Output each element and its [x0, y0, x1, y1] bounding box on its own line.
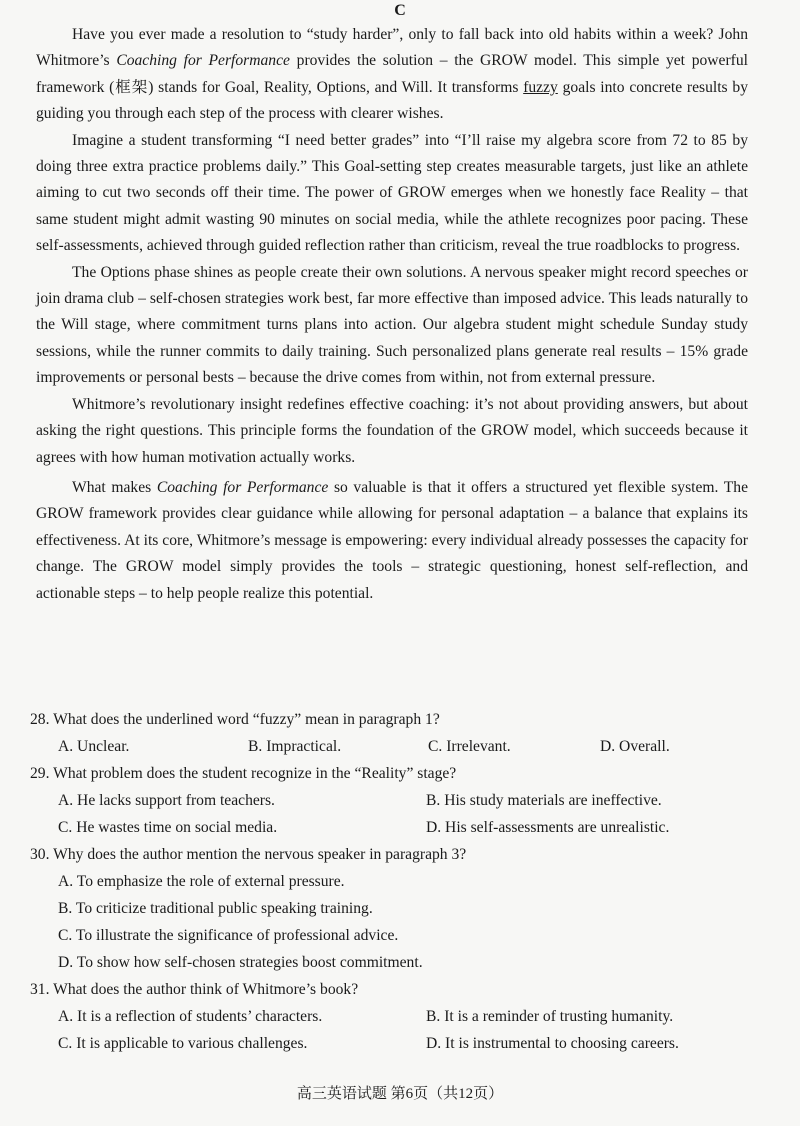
paragraph-5: [36, 475, 748, 607]
option-a[interactable]: A. Unclear.: [58, 738, 130, 755]
question-stem: 31. What does the author think of Whitmore’s book?: [30, 981, 359, 998]
book-title: Coaching for Performance: [116, 52, 290, 70]
option-a[interactable]: A. To emphasize the role of external pressure.: [58, 873, 345, 890]
option-c[interactable]: C. Irrelevant.: [428, 738, 511, 755]
question-stem: 30. Why does the author mention the nervous speaker in paragraph 3?: [30, 846, 467, 863]
option-c[interactable]: C. He wastes time on social media.: [58, 819, 278, 836]
question-list: [30, 706, 750, 1057]
answer-options: [30, 868, 750, 976]
page-footer: 高三英语试题 第6页（共12页）: [296, 1086, 504, 1102]
reading-passage: [36, 22, 748, 607]
answer-options: [30, 787, 750, 841]
option-b[interactable]: B. His study materials are ineffective.: [426, 792, 662, 809]
option-c[interactable]: C. To illustrate the significance of professional advice.: [58, 927, 399, 944]
question-31: [30, 976, 750, 1057]
paragraph-5-text-a: What makes: [72, 478, 157, 496]
paragraph-5-text-b: so valuable is that it offers a structured yet flexible system. The GROW framework provides clear guidance while allowing for personal adaptation – a balance that explains its effectiveness. At its core, Whitmore’s message is empowering: every individual already possesses the capacity for change. The GROW model simply provides the tools – strategic questioning, honest self-reflection, and actionable steps – to help people realize this potential.: [36, 478, 749, 602]
option-b[interactable]: B. To criticize traditional public speaking training.: [58, 900, 373, 917]
option-d[interactable]: D. It is instrumental to choosing careers.: [426, 1035, 679, 1052]
paragraph-1-text-a: Have you ever made a resolution to “study harder”, only to fall back into old habits within a week? John Whitmore’s: [36, 26, 748, 70]
question-30: [30, 841, 750, 976]
option-b[interactable]: B. Impractical.: [248, 738, 342, 755]
paragraph-3: The Options phase shines as people create their own solutions. A nervous speaker might record speeches or join drama club – self-chosen strategies work best, far more effective than imposed advice. This leads naturally to the Will stage, where commitment turns plans into action. Our algebra student might schedule Sunday study sessions, while the runner commits to daily training. Such personalized plans generate real results – 15% grade improvements or personal bests – because the drive comes from within, not from external pressure.: [36, 263, 748, 387]
question-28: [30, 706, 750, 760]
question-stem: 28. What does the underlined word “fuzzy” mean in paragraph 1?: [30, 711, 440, 728]
paragraph-1-text-b: provides the solution – the GROW model. This simple yet powerful framework (框架) stands for Goal, Reality, Options, and Will. It transforms: [36, 52, 748, 96]
paragraph-1: [36, 22, 748, 128]
paragraph-2: Imagine a student transforming “I need better grades” into “I’ll raise my algebra score from 72 to 85 by doing three extra practice problems daily.” This Goal-setting step creates measurable targets, just like an athlete aiming to cut two seconds off their time. The power of GROW emerges when we honestly face Reality – that same student might admit wasting 90 minutes on social media, while the athlete recognizes poor pacing. These self-assessments, achieved through guided reflection rather than criticism, reveal the true roadblocks to progress.: [36, 131, 748, 255]
option-d[interactable]: D. His self-assessments are unrealistic.: [426, 819, 670, 836]
option-b[interactable]: B. It is a reminder of trusting humanity.: [426, 1008, 674, 1025]
section-letter: C: [394, 2, 406, 19]
question-stem: 29. What problem does the student recognize in the “Reality” stage?: [30, 765, 457, 782]
book-title: Coaching for Performance: [156, 478, 329, 496]
answer-options: [30, 733, 750, 760]
option-a[interactable]: A. He lacks support from teachers.: [58, 792, 275, 809]
paragraph-4: Whitmore’s revolutionary insight redefines effective coaching: it’s not about providing answers, but about asking the right questions. This principle forms the foundation of the GROW model, which succeeds because it agrees with how human motivation actually works.: [36, 395, 748, 466]
question-29: [30, 760, 750, 841]
option-c[interactable]: C. It is applicable to various challenges.: [58, 1035, 308, 1052]
underlined-word-fuzzy: fuzzy: [523, 78, 558, 96]
answer-options: [30, 1003, 750, 1057]
option-d[interactable]: D. Overall.: [600, 738, 670, 755]
paragraph-1-text-c: goals into concrete results by guiding you through each step of the process with clearer wishes.: [36, 78, 748, 123]
option-d[interactable]: D. To show how self-chosen strategies boost commitment.: [58, 954, 423, 971]
option-a[interactable]: A. It is a reflection of students’ characters.: [58, 1008, 323, 1025]
